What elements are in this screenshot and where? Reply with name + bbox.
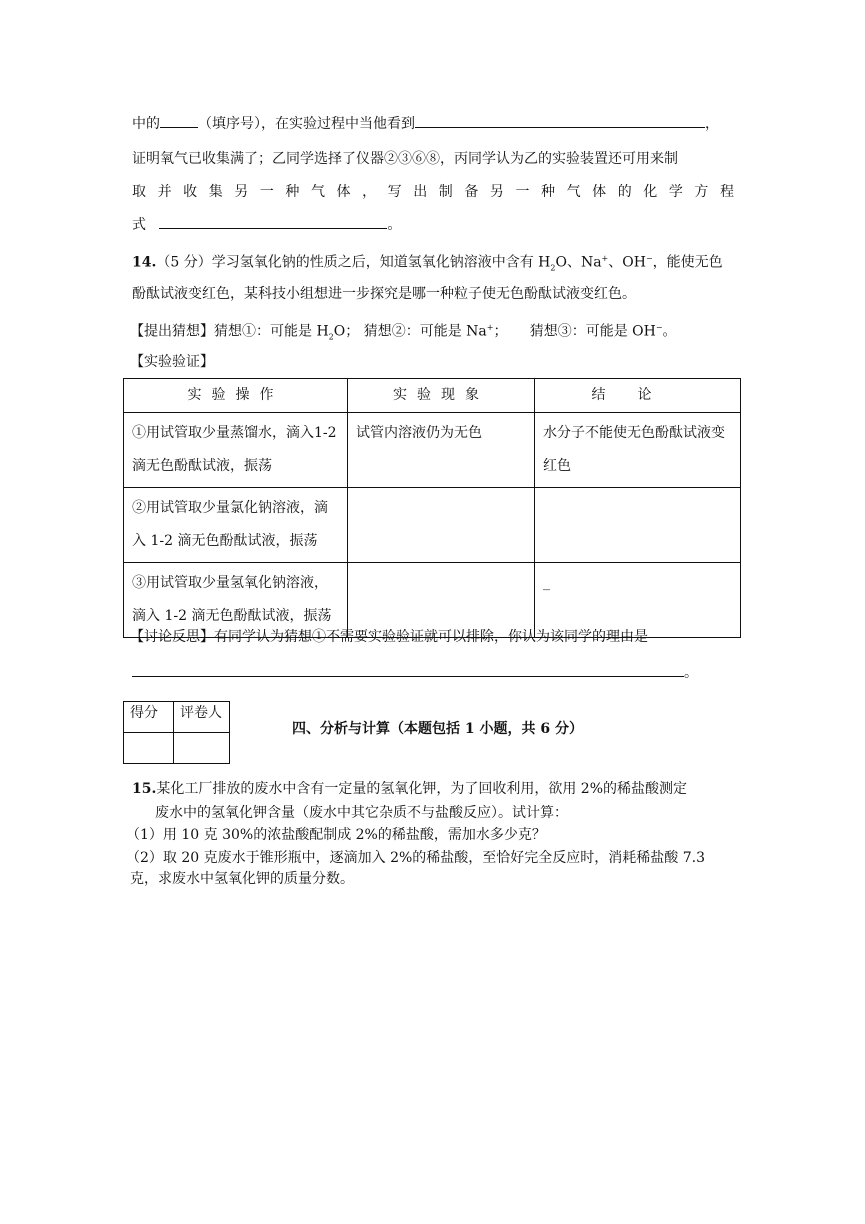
- superscript: −: [655, 323, 663, 332]
- q15-part-1: [126, 825, 546, 845]
- q15-text: 废水中的氢氧化钾含量（废水中其它杂质不与盐酸反应）。试计算：: [155, 805, 568, 821]
- q13-char: 取: [132, 184, 146, 200]
- q14-text: ； 猜想③：可能是 OH: [493, 323, 656, 340]
- q13-text: ，: [705, 116, 719, 132]
- q14-intro: [132, 249, 723, 278]
- q15-text: （1）用 10 克 30%的浓盐酸配制成 2%的稀盐酸，需加水多少克？: [126, 827, 546, 843]
- table-cell-operation: ③用试管取少量氢氧化钠溶液，滴入 1-2 滴无色酚酞试液，振荡: [124, 563, 348, 638]
- q14-text: 酚酞试液变红色，某科技小组想进一步探究是哪一种粒子使无色酚酞试液变红色。: [132, 286, 636, 302]
- q13-char: 学: [668, 184, 683, 200]
- q14-text: 、OH: [608, 254, 646, 271]
- q13-char: 方: [694, 184, 709, 200]
- table-cell-operation: ①用试管取少量蒸馏水，滴入1-2 滴无色酚酞试液，振荡: [124, 413, 348, 488]
- q13-line-4: [132, 214, 401, 235]
- superscript: +: [486, 323, 494, 332]
- q15-text: 克，求废水中氢氧化钾的质量分数。: [130, 871, 354, 887]
- score-field[interactable]: [124, 733, 174, 764]
- table-cell-phenomenon[interactable]: [348, 488, 535, 563]
- table-cell-operation: ②用试管取少量氯化钠溶液，滴入 1-2 滴无色酚酞试液，振荡: [124, 488, 348, 563]
- q13-char: 写: [387, 184, 402, 200]
- q14-text: （5 分）学习氢氧化钠的性质之后，知道氢氧化钠溶液中含有 H: [156, 254, 551, 271]
- score-box: [123, 701, 230, 764]
- q13-text: 中的: [132, 116, 160, 132]
- experiment-table: [123, 378, 741, 638]
- table-cell-conclusion[interactable]: [535, 488, 741, 563]
- q13-line-3: [132, 182, 734, 202]
- q13-char: 出: [413, 184, 428, 200]
- table-cell-conclusion[interactable]: _: [535, 563, 741, 638]
- table-header: 实验现象: [348, 379, 535, 413]
- q13-text: 式: [132, 217, 146, 233]
- table-row: [124, 488, 741, 563]
- table-cell-conclusion: 水分子不能使无色酚酞试液变红色: [535, 413, 741, 488]
- q15-text: （2）取 20 克废水于锥形瓶中，逐滴加入 2%的稀盐酸，至恰好完全反应时，消耗稀盐酸 7.3: [126, 850, 705, 866]
- q14-text: 。: [662, 323, 677, 340]
- q15-line-1: [132, 779, 687, 799]
- verify-heading: [130, 352, 214, 372]
- table-cell-phenomenon: 试管内溶液仍为无色: [348, 413, 535, 488]
- q13-char: 气: [310, 184, 325, 200]
- q13-line-1: [132, 113, 719, 134]
- q14-text: 。: [684, 665, 698, 681]
- q13-char: 另: [489, 184, 504, 200]
- q15-part-2: [126, 848, 705, 868]
- q13-text: 。: [387, 217, 402, 233]
- section-title-text: 四、分析与计算（本题包括 1 小题，共 6 分）: [292, 721, 583, 737]
- q13-char: 并: [157, 184, 172, 200]
- q13-char: ，: [362, 184, 377, 200]
- subscript: 2: [550, 263, 556, 273]
- superscript: −: [645, 254, 653, 263]
- q13-char: 一: [259, 184, 274, 200]
- q15-text: 某化工厂排放的废水中含有一定量的氢氧化钾，为了回收利用，欲用 2%的稀盐酸测定: [156, 781, 688, 797]
- q13-line-2: [132, 149, 678, 169]
- answer-blank[interactable]: [415, 113, 705, 128]
- table-header: 结论: [535, 379, 741, 413]
- q14-hypothesis: [130, 318, 677, 347]
- superscript: +: [601, 254, 609, 263]
- question-number: 15.: [132, 781, 157, 797]
- q14-intro-line-2: [132, 284, 636, 304]
- q13-char: 集: [208, 184, 223, 200]
- table-header: 实验操作: [124, 379, 348, 413]
- q14-text: O、Na: [555, 254, 602, 271]
- q13-char: 种: [541, 184, 555, 200]
- q14-text: 【实验验证】: [130, 354, 214, 370]
- table-row: [124, 413, 741, 488]
- discussion: [130, 627, 648, 647]
- q14-text: ，能使无色: [652, 254, 723, 271]
- q13-char: 另: [234, 184, 249, 200]
- q13-text: （填序号），在实验过程中当他看到: [198, 116, 415, 132]
- answer-blank[interactable]: [160, 113, 198, 128]
- q13-char: 收: [183, 184, 198, 200]
- q14-text: 【提出猜想】猜想①：可能是 H: [130, 323, 329, 340]
- q13-char: 气: [566, 184, 581, 200]
- q13-text: 证明氧气已收集满了；乙同学选择了仪器②③⑥⑧，丙同学认为乙的实验装置还可用来制: [132, 151, 678, 167]
- q13-char: 的: [617, 184, 632, 200]
- answer-blank[interactable]: [159, 214, 387, 229]
- q13-char: 种: [285, 184, 300, 200]
- q13-char: 制: [438, 184, 453, 200]
- q13-char: 程: [719, 184, 734, 200]
- q15-part-2-cont: [130, 869, 354, 889]
- q13-char: 备: [464, 184, 479, 200]
- q15-line-2: [155, 803, 568, 823]
- section-4-title: [292, 719, 583, 739]
- q14-text: O； 猜想②：可能是 Na: [333, 323, 487, 340]
- q13-char: 化: [643, 184, 658, 200]
- question-number: 14.: [132, 254, 157, 271]
- score-label: 得分: [124, 702, 174, 733]
- q14-text: 【讨论反思】有同学认为猜想①不需要实验验证就可以排除，你认为该同学的理由是: [130, 629, 648, 645]
- table-header-row: [124, 379, 741, 413]
- grader-field[interactable]: [174, 733, 230, 764]
- discussion-answer-line: [132, 662, 698, 683]
- q13-char: 体: [592, 184, 607, 200]
- grader-label: 评卷人: [174, 702, 230, 733]
- subscript: 2: [328, 332, 334, 342]
- answer-blank[interactable]: [132, 662, 684, 677]
- q13-char: 一: [515, 184, 530, 200]
- q13-char: 体: [336, 184, 351, 200]
